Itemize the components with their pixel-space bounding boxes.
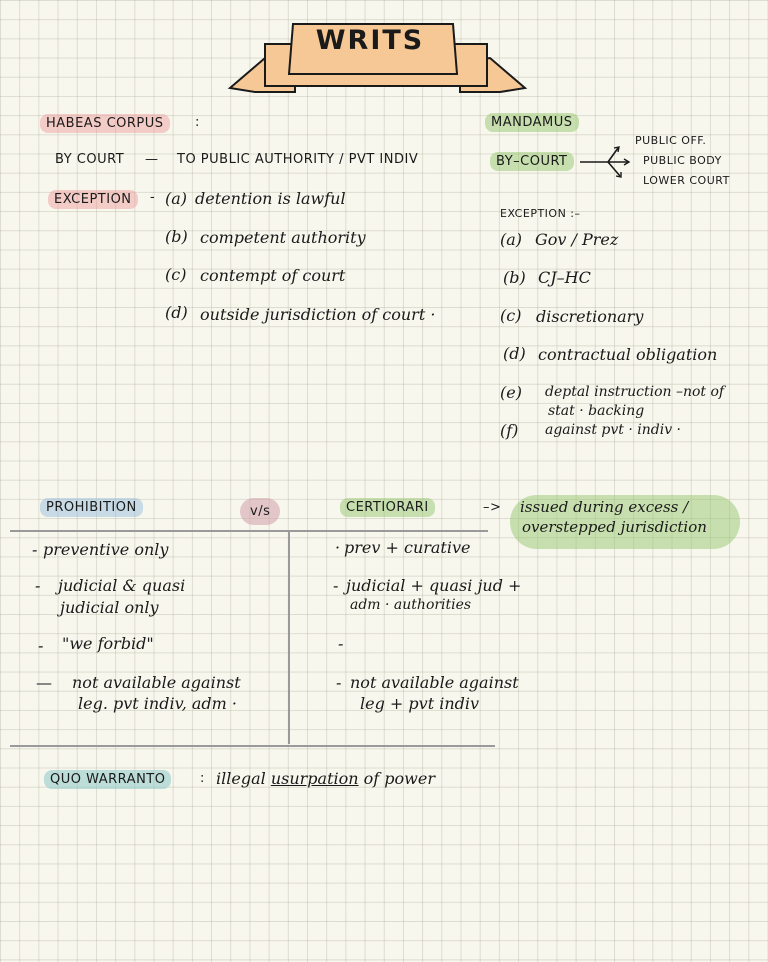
mandamus-item-marker: (f): [500, 421, 519, 440]
habeas-item-text: contempt of court: [200, 266, 346, 285]
habeas-by-target: TO PUBLIC AUTHORITY / PVT INDIV: [177, 152, 419, 167]
prohibition-item-text: "we forbid": [62, 634, 154, 653]
table-top-divider: [10, 530, 488, 532]
table-bottom-divider: [10, 745, 495, 747]
prohibition-item-dash: -: [38, 636, 44, 655]
prohibition-item-text: not available against: [72, 673, 241, 692]
prohibition-item-dash: —: [36, 673, 52, 692]
mandamus-item-marker: (d): [503, 344, 526, 363]
certiorari-item-dash: -: [338, 634, 344, 653]
prohibition-item-text: leg. pvt indiv, adm ·: [78, 694, 238, 713]
certiorari-item-text: judicial + quasi jud +: [346, 576, 522, 595]
prohibition-item-dash: -: [32, 540, 38, 559]
habeas-exception-label: EXCEPTION: [48, 190, 138, 209]
mandamus-target: PUBLIC BODY: [643, 154, 722, 167]
mandamus-item-marker: (c): [500, 306, 522, 325]
habeas-item-marker: (d): [165, 303, 188, 322]
prohibition-heading: PROHIBITION: [40, 498, 143, 517]
table-column-divider: [288, 530, 290, 744]
prohibition-item-dash: -: [35, 576, 41, 595]
mandamus-item-text-continued: stat · backing: [548, 403, 645, 419]
habeas-heading: HABEAS CORPUS: [40, 114, 170, 133]
quo-text-post: of power: [363, 769, 435, 788]
certiorari-item-text: leg + pvt indiv: [360, 694, 480, 713]
habeas-item-text: outside jurisdiction of court ·: [200, 305, 436, 324]
certiorari-note: overstepped jurisdiction: [522, 518, 707, 536]
quo-text-pre: illegal: [216, 769, 266, 788]
certiorari-item-text: adm · authorities: [350, 597, 472, 613]
mandamus-item-text: against pvt · indiv ·: [545, 422, 682, 438]
branch-arrow-icon: [578, 140, 640, 184]
certiorari-item-text: prev + curative: [344, 538, 471, 557]
habeas-item-text: competent authority: [200, 228, 366, 247]
mandamus-target: PUBLIC OFF.: [635, 134, 707, 147]
mandamus-heading: MANDAMUS: [485, 113, 579, 132]
mandamus-item-marker: (a): [500, 230, 523, 249]
mandamus-item-text: Gov / Prez: [535, 230, 619, 249]
prohibition-item-text: judicial only: [60, 598, 159, 617]
habeas-by-dash: —: [145, 152, 159, 167]
habeas-item-text: detention is lawful: [195, 189, 346, 208]
mandamus-target: LOWER COURT: [643, 174, 730, 187]
habeas-colon: :: [195, 115, 200, 130]
quo-warranto-text: [216, 769, 435, 788]
prohibition-item-text: preventive only: [43, 540, 169, 559]
habeas-by-label: BY COURT: [55, 152, 125, 167]
mandamus-item-text: discretionary: [536, 307, 644, 326]
certiorari-arrow: –>: [483, 500, 502, 515]
page-title: WRITS: [315, 25, 425, 56]
habeas-item-marker: (c): [165, 265, 187, 284]
certiorari-item-text: not available against: [350, 673, 519, 692]
quo-warranto-colon: :: [200, 771, 205, 786]
mandamus-exception-label: EXCEPTION :–: [500, 207, 581, 220]
mandamus-item-marker: (b): [503, 268, 526, 287]
habeas-item-marker: (a): [165, 189, 188, 208]
certiorari-item-dash: ·: [335, 538, 341, 557]
mandamus-item-marker: (e): [500, 383, 522, 402]
habeas-exception-dash: -: [150, 190, 156, 205]
versus-label: v/s: [240, 498, 280, 525]
mandamus-item-text: CJ–HC: [538, 268, 591, 287]
mandamus-item-text: deptal instruction –not of: [545, 384, 725, 400]
certiorari-item-dash: -: [333, 576, 339, 595]
certiorari-item-dash: -: [336, 673, 342, 692]
mandamus-by-label: BY–COURT: [490, 152, 574, 171]
quo-text-underlined: usurpation: [270, 769, 359, 788]
habeas-item-marker: (b): [165, 227, 188, 246]
certiorari-note: issued during excess /: [520, 498, 689, 516]
prohibition-item-text: judicial & quasi: [58, 576, 186, 595]
certiorari-heading: CERTIORARI: [340, 498, 435, 517]
quo-warranto-heading: QUO WARRANTO: [44, 770, 171, 789]
mandamus-item-text: contractual obligation: [538, 345, 718, 364]
